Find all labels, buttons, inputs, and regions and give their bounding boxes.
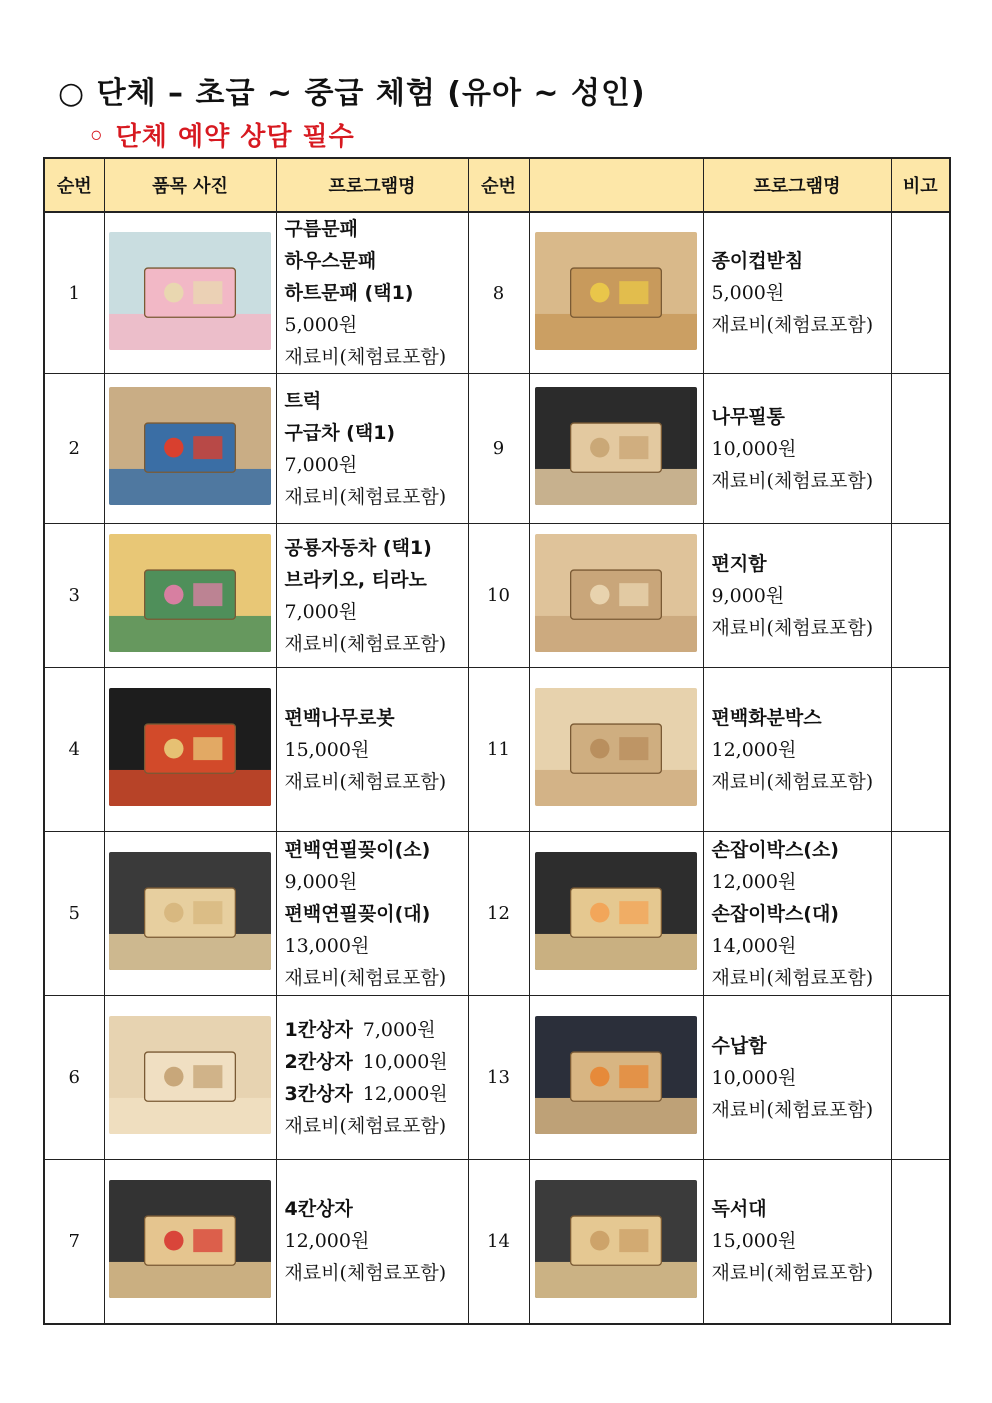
- program-name: 구름문패: [284, 218, 358, 240]
- row-number: 10: [468, 524, 529, 668]
- program-note: 재료비(체험료포함): [711, 616, 874, 639]
- row-number: 13: [468, 996, 529, 1160]
- wooden-robot-photo: [109, 688, 271, 806]
- program-cell: [703, 668, 891, 832]
- row-number: 1: [44, 212, 104, 374]
- table-row: [44, 832, 950, 996]
- program-name: 나무필통: [711, 405, 785, 428]
- program-option: [285, 1014, 468, 1046]
- storage-box-photo: [535, 1016, 697, 1134]
- program-name: 4칸상자: [284, 1198, 353, 1221]
- program-price: 10,000원: [711, 1066, 797, 1089]
- program-cell: [703, 524, 891, 668]
- photo-cell: [529, 996, 703, 1160]
- program-price: 10,000원: [711, 437, 797, 460]
- row-number: 6: [44, 996, 104, 1160]
- program-note: 재료비(체험료포함): [711, 1098, 874, 1121]
- program-price: 13,000원: [284, 934, 370, 957]
- program-note: 재료비(체험료포함): [711, 1262, 874, 1285]
- program-name: 손잡이박스(대): [711, 902, 839, 925]
- program-name: 종이컵받침: [711, 250, 804, 272]
- compartment-box-photo: [109, 1016, 271, 1134]
- program-price: 7,000원: [284, 600, 358, 623]
- row-number: 11: [468, 668, 529, 832]
- header-photo-right: [529, 158, 703, 212]
- program-cell: [276, 668, 468, 832]
- program-note: 재료비(체험료포함): [711, 770, 874, 793]
- program-cell: [703, 374, 891, 524]
- program-note: 재료비(체험료포함): [711, 314, 874, 336]
- program-price: 14,000원: [711, 934, 797, 957]
- program-name: 편백화분박스: [711, 706, 822, 729]
- header-note: 비고: [891, 158, 950, 212]
- table-row: [44, 374, 950, 524]
- program-note: 재료비(체험료포함): [284, 485, 447, 508]
- program-name: 브라키오, 티라노: [284, 568, 427, 591]
- photo-cell: [104, 1160, 276, 1324]
- program-price: 5,000원: [711, 282, 785, 304]
- row-number: 8: [468, 212, 529, 374]
- table-row: [44, 996, 950, 1160]
- photo-cell: [529, 668, 703, 832]
- book-stand-photo: [535, 1180, 697, 1298]
- program-cell: [276, 524, 468, 668]
- program-price: 12,000원: [711, 738, 797, 761]
- photo-cell: [104, 212, 276, 374]
- program-name: 편백나무로봇: [284, 706, 395, 729]
- program-name: 손잡이박스(소): [711, 838, 839, 861]
- pencil-holder-photo: [109, 852, 271, 970]
- table-row: [44, 668, 950, 832]
- row-number: 2: [44, 374, 104, 524]
- program-cell: [703, 212, 891, 374]
- program-price: 5,000원: [284, 314, 358, 336]
- program-name: 편백연필꽂이(소): [284, 838, 431, 861]
- program-note: 재료비(체험료포함): [711, 966, 874, 989]
- header-num-right: 순번: [468, 158, 529, 212]
- note-cell: [891, 832, 950, 996]
- header-program-right: 프로그램명: [703, 158, 891, 212]
- program-note: 재료비(체험료포함): [284, 632, 447, 655]
- program-cell: [276, 996, 468, 1160]
- program-option: [285, 1078, 468, 1110]
- four-compartment-box-photo: [109, 1180, 271, 1298]
- photo-cell: [529, 374, 703, 524]
- program-name: 편백연필꽂이(대): [284, 902, 431, 925]
- photo-cell: [104, 524, 276, 668]
- page-subtitle: ◦ 단체 예약 상담 필수: [88, 122, 355, 152]
- row-number: 4: [44, 668, 104, 832]
- table-row: [44, 212, 950, 374]
- program-price: 15,000원: [711, 1230, 797, 1253]
- program-cell: [276, 374, 468, 524]
- header-program-left: 프로그램명: [276, 158, 468, 212]
- page-title: ○ 단체 – 초급 ~ 중급 체험 (유아 ~ 성인): [58, 76, 646, 111]
- table-row: [44, 524, 950, 668]
- program-note: 재료비(체험료포함): [284, 1114, 447, 1137]
- photo-cell: [104, 832, 276, 996]
- photo-cell: [529, 212, 703, 374]
- dinosaur-cars-photo: [109, 534, 271, 652]
- photo-cell: [529, 524, 703, 668]
- note-cell: [891, 996, 950, 1160]
- truck-ambulance-photo: [109, 387, 271, 505]
- row-number: 5: [44, 832, 104, 996]
- row-number: 14: [468, 1160, 529, 1324]
- wooden-door-signs-photo: [109, 232, 271, 350]
- program-name: 편지함: [711, 552, 767, 575]
- program-cell: [276, 212, 468, 374]
- header-photo: 품목 사진: [104, 158, 276, 212]
- program-name: 공룡자동차 (택1): [284, 536, 432, 559]
- note-cell: [891, 1160, 950, 1324]
- table-row: [44, 1160, 950, 1324]
- program-note: 재료비(체험료포함): [284, 966, 447, 989]
- program-note: 재료비(체험료포함): [284, 1262, 447, 1285]
- hanging-flower-box-photo: [535, 688, 697, 806]
- program-price: 12,000원: [711, 870, 797, 893]
- program-option: [285, 1046, 468, 1078]
- program-price: 9,000원: [284, 870, 358, 893]
- program-name: 하트문패 (택1): [284, 282, 414, 304]
- program-note: 재료비(체험료포함): [711, 469, 874, 492]
- mailbox-photo: [535, 534, 697, 652]
- program-cell: [703, 996, 891, 1160]
- photo-cell: [529, 1160, 703, 1324]
- row-number: 9: [468, 374, 529, 524]
- header-num-left: 순번: [44, 158, 104, 212]
- program-price: 15,000원: [284, 738, 370, 761]
- note-cell: [891, 524, 950, 668]
- row-number: 12: [468, 832, 529, 996]
- row-number: 7: [44, 1160, 104, 1324]
- wooden-pencil-case-photo: [535, 387, 697, 505]
- handle-box-photo: [535, 852, 697, 970]
- paper-cup-holder-photo: [535, 232, 697, 350]
- program-price: 7,000원: [284, 453, 358, 476]
- program-name: 2칸상자: [284, 1050, 353, 1073]
- note-cell: [891, 374, 950, 524]
- program-price: 12,000원: [362, 1082, 448, 1105]
- program-price: 10,000원: [362, 1050, 448, 1073]
- program-cell: [703, 832, 891, 996]
- program-name: 하우스문패: [284, 250, 377, 272]
- program-name: 독서대: [711, 1198, 767, 1221]
- table-header-row: [44, 158, 950, 212]
- program-table: [43, 157, 951, 1325]
- program-price: 7,000원: [362, 1018, 436, 1041]
- program-cell: [276, 832, 468, 996]
- program-name: 수납함: [711, 1034, 767, 1057]
- program-name: 1칸상자: [284, 1018, 353, 1041]
- program-cell: [703, 1160, 891, 1324]
- program-note: 재료비(체험료포함): [284, 346, 447, 368]
- program-name: 구급차 (택1): [284, 421, 396, 444]
- photo-cell: [529, 832, 703, 996]
- photo-cell: [104, 374, 276, 524]
- program-note: 재료비(체험료포함): [284, 770, 447, 793]
- program-price: 9,000원: [711, 584, 785, 607]
- program-name: 3칸상자: [284, 1082, 353, 1105]
- program-cell: [276, 1160, 468, 1324]
- row-number: 3: [44, 524, 104, 668]
- note-cell: [891, 212, 950, 374]
- program-price: 12,000원: [284, 1230, 370, 1253]
- photo-cell: [104, 996, 276, 1160]
- photo-cell: [104, 668, 276, 832]
- note-cell: [891, 668, 950, 832]
- program-name: 트럭: [284, 389, 322, 412]
